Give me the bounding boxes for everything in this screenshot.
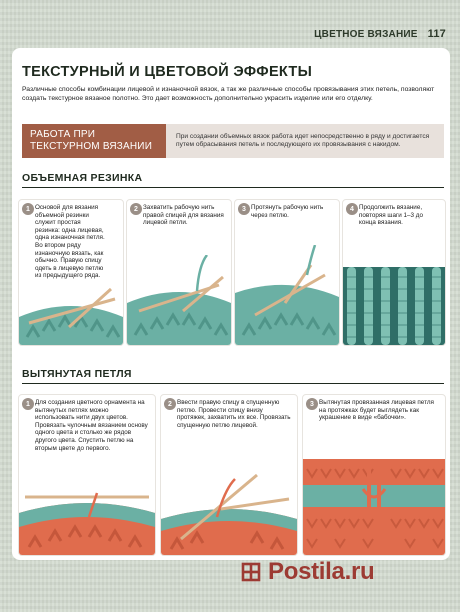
rib-step-1 — [18, 199, 124, 346]
knit-illustration-icon — [161, 469, 297, 555]
page-title: ТЕКСТУРНЫЙ И ЦВЕТОВОЙ ЭФФЕКТЫ — [22, 64, 313, 80]
section-title-elongated-loop: ВЫТЯНУТАЯ ПЕТЛЯ — [22, 368, 132, 380]
step-text: Основой для вязания объемной резинки служит простая резинка: одна лицевая, одна изнаночная петля. Во втором ряду изнаночную вязать, как обычно. Правую спицу одеть в лицевую петлю из предыдущего ряда. — [35, 204, 105, 280]
step-text: Вытянутая провязанная лицевая петля на протяжках будет выглядеть как украшение в виде «бабочки». — [319, 399, 434, 422]
step-text: Протянуть рабочую нить через петлю. — [251, 204, 324, 219]
loop-step-3 — [302, 394, 446, 556]
rib-step-2 — [126, 199, 232, 346]
section-divider — [22, 187, 444, 188]
watermark-text: Postila.ru — [268, 558, 375, 585]
knit-illustration-icon — [127, 255, 231, 345]
rib-step-4 — [342, 199, 446, 346]
section-divider — [22, 383, 444, 384]
watermark — [240, 558, 374, 586]
callout-heading: РАБОТА ПРИ ТЕКСТУРНОМ ВЯЗАНИИ — [22, 124, 166, 158]
knit-illustration-icon — [19, 287, 123, 345]
callout-box — [22, 124, 444, 158]
knit-illustration-icon — [235, 245, 339, 345]
section-title-rib: ОБЪЕМНАЯ РЕЗИНКА — [22, 172, 143, 184]
callout-text: При создании объемных вязок работа идет непосредственно в ряду и достигается путем обрасывания петель и последующего их провязывания с накидом. — [166, 124, 444, 158]
header-section: ЦВЕТНОЕ ВЯЗАНИЕ — [314, 28, 418, 40]
step-number-badge: 1 — [22, 398, 34, 410]
step-number-badge: 2 — [164, 398, 176, 410]
step-number-badge: 4 — [346, 203, 358, 215]
intro-text: Различные способы комбинации лицевой и изнаночной вязок, а так же различные способы провязывания этих петель, позволяют создать текстурное вязаное полотно. Это дает возможность дополнительно украсить изделие или его отделку. — [22, 86, 435, 102]
step-number-badge: 3 — [306, 398, 318, 410]
step-number-badge: 3 — [238, 203, 250, 215]
postila-logo-icon — [240, 561, 262, 583]
knit-swatch-icon — [343, 267, 445, 345]
step-number-badge: 2 — [130, 203, 142, 215]
rib-step-3 — [234, 199, 340, 346]
knit-swatch-icon — [303, 459, 445, 555]
step-text: Захватить рабочую нить правой спицей для вязания лицевой петли. — [143, 204, 224, 227]
running-header — [314, 28, 446, 40]
knit-illustration-icon — [19, 473, 155, 555]
content-panel — [12, 48, 450, 560]
loop-step-2 — [160, 394, 298, 556]
step-text: Продолжить вязание, повторяя шаги 1–3 до конца вязания. — [359, 204, 423, 227]
step-number-badge: 1 — [22, 203, 34, 215]
step-text: Ввести правую спицу в спущенную петлю. Провести спицу внизу протяжек, захватить их все. Провязать спущенную петлю лицевой. — [177, 399, 291, 429]
step-text: Для создания цветного орнамента на вытянутых петлях можно использовать нити двух цветов. Провязать чулочным вязанием основу одного цвета и столько же рядов другого цвета. Спустить петлю на вторым цвете до первого. — [35, 399, 148, 452]
page-number: 117 — [427, 28, 446, 40]
loop-step-1 — [18, 394, 156, 556]
